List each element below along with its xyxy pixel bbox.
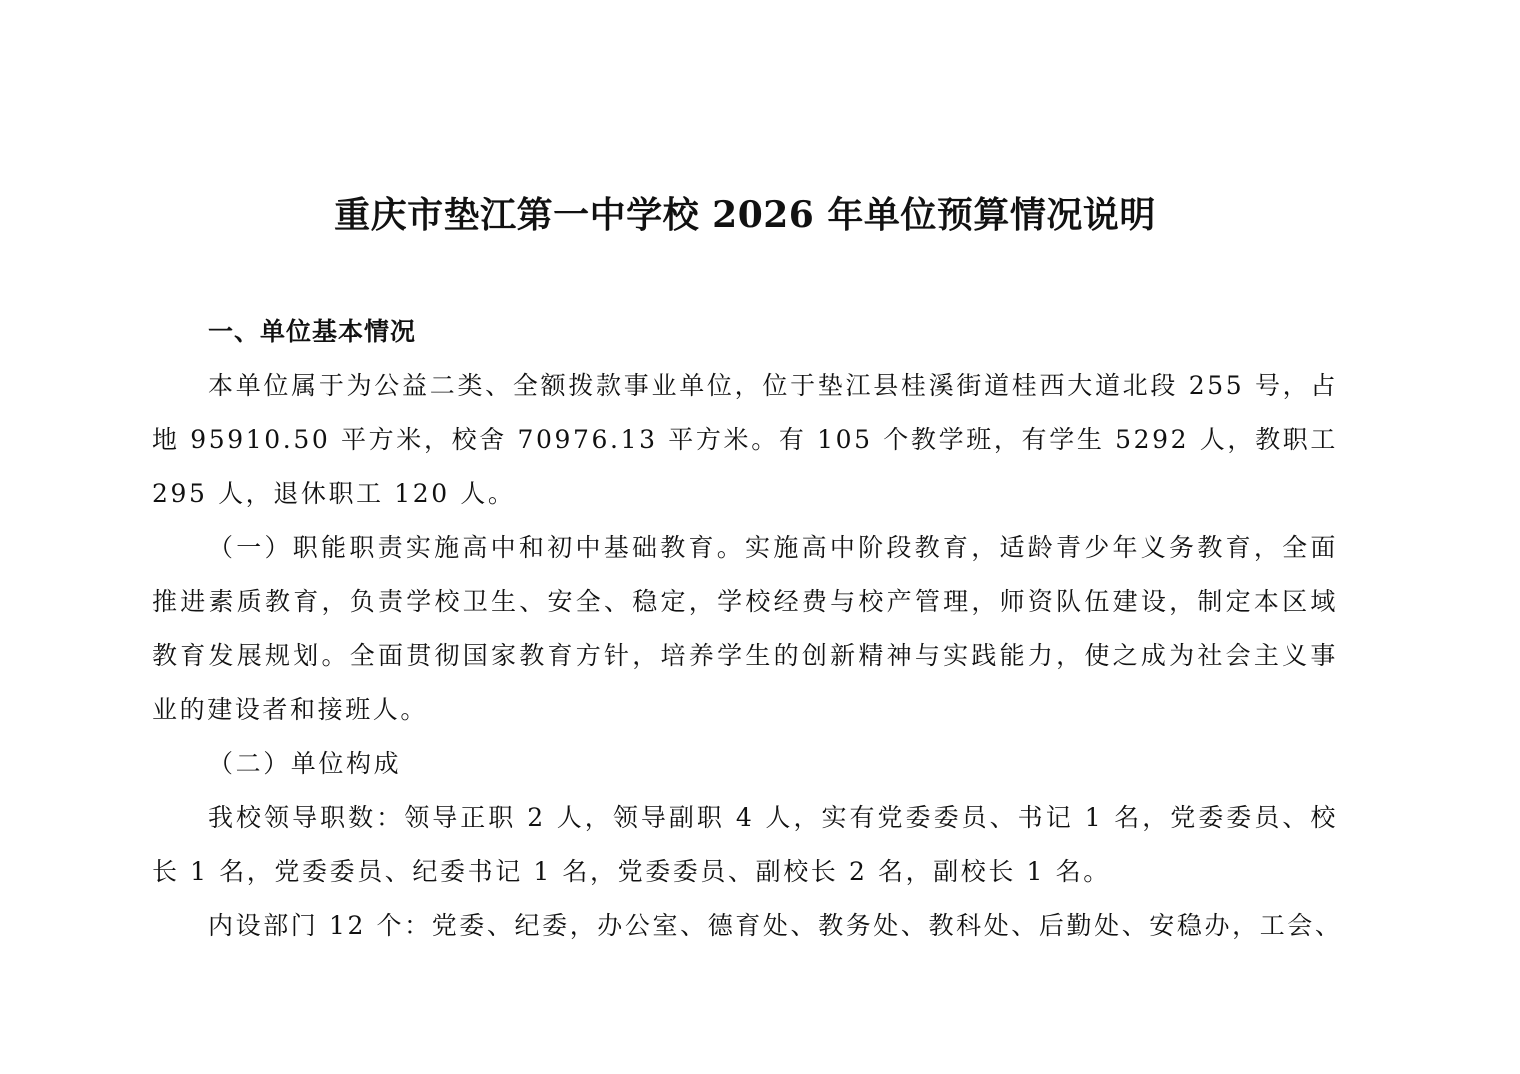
section-heading-basic-info: 一、单位基本情况: [208, 317, 417, 346]
subheading-composition: （二）单位构成: [208, 749, 402, 778]
paragraph-basic-info: 本单位属于为公益二类、全额拨款事业单位，位于垫江县桂溪街道桂西大道北段 255 号，占地 95910.50 平方米，校舍 70976.13 平方米。有 105 个教学班，有学生 5292 人，教职工 295 人，退休职工 120 人。: [152, 371, 1338, 508]
paragraph-duties: （一）职能职责实施高中和初中基础教育。实施高中阶段教育，适龄青少年义务教育，全面推进素质教育，负责学校卫生、安全、稳定，学校经费与校产管理，师资队伍建设，制定本区域教育发展规划。全面贯彻国家教育方针，培养学生的创新精神与实践能力，使之成为社会主义事业的建设者和接班人。: [152, 533, 1338, 724]
paragraph-leadership: 我校领导职数：领导正职 2 人，领导副职 4 人，实有党委委员、书记 1 名，党委委员、校长 1 名，党委委员、纪委书记 1 名，党委委员、副校长 2 名，副校长 1 名。: [152, 803, 1338, 886]
document-body: [152, 305, 1343, 953]
paragraph-departments: 内设部门 12 个：党委、纪委，办公室、德育处、教务处、教科处、后勤处、安稳办，工会、: [208, 911, 1343, 940]
document-title: 重庆市垫江第一中学校 2026 年单位预算情况说明: [334, 194, 1156, 236]
